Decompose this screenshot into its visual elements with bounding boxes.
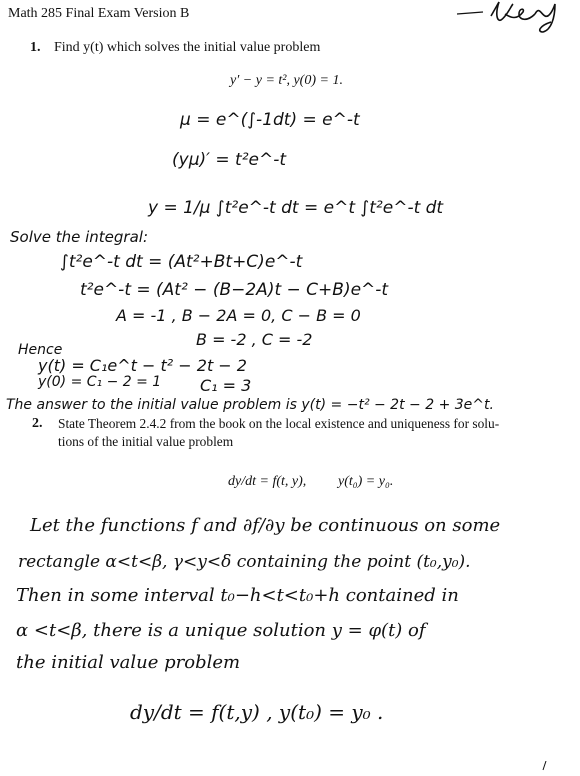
answer-final-equation: dy/dt = f(t,y) , y(t₀) = y₀ . — [130, 700, 384, 724]
problem-1-prompt: Find y(t) which solves the initial value problem — [54, 40, 321, 55]
problem-1-number: 1. — [30, 40, 41, 55]
key-mark — [455, 0, 575, 40]
answer-line-5: the initial value problem — [16, 652, 241, 673]
work-final-answer: The answer to the initial value problem is y(t) = −t² − 2t − 2 + 3e^t. — [6, 397, 494, 413]
work-c1-value: C₁ = 3 — [200, 376, 252, 395]
problem-2-equation-lhs: dy/dt = f(t, y), — [228, 474, 307, 489]
problem-2-prompt-line-2: tions of the initial value problem — [58, 434, 234, 449]
work-derivative-match: t²e^-t = (At² − (B−2A)t − C+B)e^-t — [80, 280, 389, 300]
problem-2-number: 2. — [32, 416, 43, 431]
key-scribble-icon — [455, 0, 575, 40]
work-y-integral: y = 1/μ ∫t²e^-t dt = e^t ∫t²e^-t dt — [148, 198, 444, 218]
answer-line-2: rectangle α<t<β, γ<y<δ containing the point (t₀,y₀). — [18, 552, 471, 572]
exam-title: Math 285 Final Exam Version B — [8, 6, 190, 21]
work-integral-form: ∫t²e^-t dt = (At²+Bt+C)e^-t — [60, 252, 303, 272]
answer-line-3: Then in some interval t₀−h<t<t₀+h contained in — [16, 585, 459, 606]
work-initial-condition: y(0) = C₁ − 2 = 1 — [38, 374, 162, 390]
answer-line-4: α <t<β, there is a unique solution y = φ(t) of — [16, 620, 426, 641]
work-coeffs-1: A = -1 , B − 2A = 0, C − B = 0 — [116, 306, 361, 325]
work-general-solution: y(t) = C₁e^t − t² − 2t − 2 — [38, 356, 247, 375]
work-hence-label: Hence — [18, 342, 63, 358]
problem-1-equation: y′ − y = t², y(0) = 1. — [230, 73, 343, 88]
work-coeffs-2: B = -2 , C = -2 — [196, 330, 313, 349]
answer-line-1: Let the functions f and ∂f/∂y be continuous on some — [30, 515, 501, 536]
stray-mark — [542, 758, 548, 776]
work-solve-label: Solve the integral: — [10, 228, 149, 246]
problem-2-equation-rhs: y(t₀) = y₀. — [338, 474, 394, 489]
work-ymu: (yμ)′ = t²e^-t — [172, 150, 287, 170]
work-mu: μ = e^(∫-1dt) = e^-t — [180, 110, 360, 130]
problem-2-prompt-line-1: State Theorem 2.4.2 from the book on the local existence and uniqueness for solu- — [58, 416, 500, 431]
